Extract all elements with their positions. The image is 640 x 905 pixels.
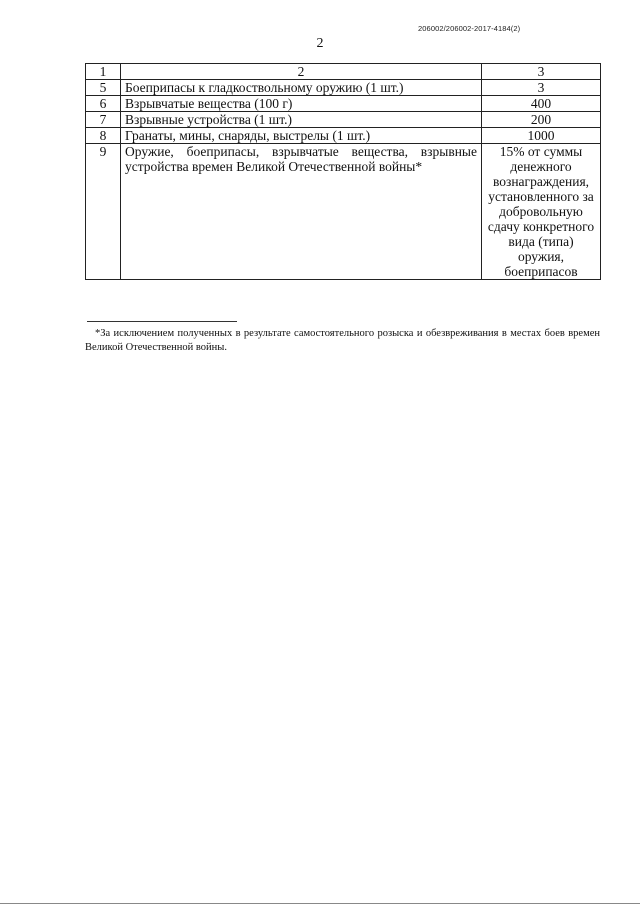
table-row [86, 128, 601, 144]
row-value: 400 [482, 96, 601, 112]
page-number: 2 [316, 36, 324, 51]
column-number-2: 2 [121, 64, 482, 80]
row-value: 200 [482, 112, 601, 128]
row-number: 5 [86, 80, 121, 96]
row-description: Боеприпасы к гладкоствольному оружию (1 шт.) [121, 80, 482, 96]
column-number-1: 1 [86, 64, 121, 80]
table-row [86, 80, 601, 96]
row-description: Гранаты, мины, снаряды, выстрелы (1 шт.) [121, 128, 482, 144]
table-row [86, 112, 601, 128]
table-row [86, 144, 601, 280]
scan-edge-line [0, 903, 640, 904]
row-description: Оружие, боеприпасы, взрывчатые вещества, взрывные устройства времен Великой Отечественной войны* [121, 144, 482, 280]
row-value: 15% от суммы денежного вознаграждения, установленного за добровольную сдачу конкретного вида (типа) оружия, боеприпасов [482, 144, 601, 280]
document-id: 206002/206002-2017-4184(2) [418, 24, 521, 33]
reward-table [85, 63, 601, 280]
footnote: *За исключением полученных в результате самостоятельного розыска и обезвреживания в местах боев времен Великой Отечественной войны. [85, 328, 600, 353]
footnote-divider [87, 321, 237, 322]
row-value: 1000 [482, 128, 601, 144]
table-row [86, 96, 601, 112]
column-number-3: 3 [482, 64, 601, 80]
row-number: 7 [86, 112, 121, 128]
row-number: 8 [86, 128, 121, 144]
row-number: 9 [86, 144, 121, 280]
table-header-row [86, 64, 601, 80]
row-description: Взрывчатые вещества (100 г) [121, 96, 482, 112]
row-value: 3 [482, 80, 601, 96]
row-number: 6 [86, 96, 121, 112]
row-description: Взрывные устройства (1 шт.) [121, 112, 482, 128]
